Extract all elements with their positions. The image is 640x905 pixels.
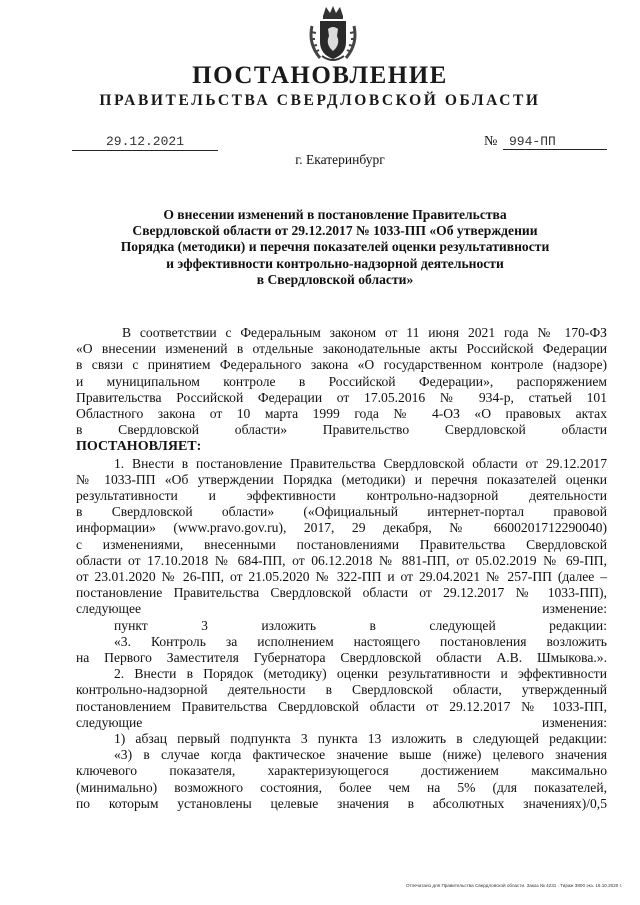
heading-line: О внесении изменений в постановление Правительства bbox=[163, 207, 507, 222]
heading-line: Порядка (методики) и перечня показателей оценки результативности bbox=[120, 239, 550, 255]
paragraph-quote-control bbox=[76, 634, 607, 666]
text-line: следующее изменение: bbox=[76, 601, 607, 617]
text-line: № 1033-ПП «Об утверждении Порядка (методики) и перечня показателей оценки bbox=[76, 471, 607, 487]
text-line: «3) в случае когда фактическое значение выше (ниже) целевого значения bbox=[114, 747, 607, 763]
text-line: В соответствии с Федеральным законом от 11 июня 2021 года № 170-ФЗ bbox=[122, 325, 607, 340]
heading-line: и эффективности контрольно-надзорной деятельности bbox=[166, 255, 504, 271]
text-line: постановлением Правительства Свердловской области от 29.12.2017 № 1033-ПП, bbox=[76, 698, 607, 714]
document-date: 29.12.2021 bbox=[72, 133, 218, 151]
paragraph-item-1 bbox=[76, 456, 607, 618]
resolves-label: ПОСТАНОВЛЯЕТ: bbox=[76, 439, 202, 455]
text-line: пункт 3 изложить в следующей редакции: bbox=[114, 617, 607, 633]
text-line: в Свердловской области» («Официальный интернет-портал правовой bbox=[76, 504, 607, 520]
number-sign: № bbox=[484, 134, 498, 149]
text-line: контрольно-надзорной деятельности в Свердловской области, утвержденный bbox=[76, 682, 607, 698]
text-line: результативности и эффективности контрольно-надзорной деятельности bbox=[76, 488, 607, 504]
text-line: с изменениями, внесенными постановлениями Правительства Свердловской bbox=[76, 536, 607, 552]
text-line: ключевого показателя, характеризующегося достижением максимально bbox=[76, 763, 607, 779]
text-line: «3. Контроль за исполнением настоящего постановления возложить bbox=[114, 633, 607, 649]
text-line: на Первого Заместителя Губернатора Свердловской области А.В. Шмыкова.». bbox=[76, 650, 607, 666]
text-line: 2. Внести в Порядок (методику) оценки результативности и эффективности bbox=[114, 666, 607, 682]
text-line: следующие изменения: bbox=[76, 714, 607, 730]
text-line: области от 17.10.2018 № 684-ПП, от 06.12.2018 № 881-ПП, от 05.02.2019 № 69-ПП, bbox=[76, 552, 607, 568]
text-line: по которым установлены целевые значения в абсолютных значениях)/0,5 bbox=[76, 795, 607, 811]
document-body bbox=[76, 325, 607, 812]
resolves-paragraph bbox=[76, 438, 607, 455]
document-number: 994-ПП bbox=[503, 133, 607, 150]
text-line: в Свердловской области» Правительство Свердловской области bbox=[76, 422, 607, 438]
heading-line: Свердловской области от 29.12.2017 № 1033-ПП «Об утверждении bbox=[132, 223, 538, 239]
paragraph-preamble bbox=[76, 325, 607, 438]
document-title: ПОСТАНОВЛЕНИЕ bbox=[192, 62, 448, 89]
paragraph-subitem-1 bbox=[76, 731, 607, 747]
text-line: Областного закона от 10 марта 1999 года № 4-ОЗ «О правовых актах bbox=[76, 406, 607, 422]
paragraph-item-2 bbox=[76, 666, 607, 731]
paragraph-point-3 bbox=[76, 618, 607, 634]
text-line: Правительства Российской Федерации от 17.05.2016 № 934-р, статьей 101 bbox=[76, 389, 607, 405]
text-line: постановление Правительства Свердловской области от 29.12.2017 № 1033-ПП), bbox=[76, 585, 607, 601]
text-line: 1) абзац первый подпункта 3 пункта 13 изложить в следующей редакции: bbox=[114, 731, 607, 747]
print-note: Отпечатано для Правительства Свердловской области. Заказ № 4231 . Тираж 3800 экз. 16.10.2020 г. bbox=[405, 883, 622, 888]
text-line: (минимально) возможного состояния, более чем на 5% (для показателей, bbox=[76, 779, 607, 795]
document-subtitle: ПРАВИТЕЛЬСТВА СВЕРДЛОВСКОЙ ОБЛАСТИ bbox=[99, 92, 541, 109]
text-line: 1. Внести в постановление Правительства Свердловской области от 29.12.2017 bbox=[114, 455, 607, 471]
text-line: от 23.01.2020 № 26-ПП, от 21.05.2020 № 322-ПП и от 29.04.2021 № 257-ПП (далее – bbox=[76, 569, 607, 585]
paragraph-quote-3 bbox=[76, 747, 607, 812]
coat-of-arms-icon bbox=[306, 4, 360, 64]
text-line: и муниципальном контроле в Российской Федерации», распоряжением bbox=[76, 373, 607, 389]
text-line: в связи с принятием Федерального закона «О государственном контроле (надзоре) bbox=[76, 357, 607, 373]
document-city: г. Екатеринбург bbox=[295, 152, 385, 167]
text-line: информации» (www.pravo.gov.ru), 2017, 29 декабря, № 6600201712290040) bbox=[76, 520, 607, 536]
document-heading bbox=[90, 207, 580, 288]
text-line: «О внесении изменений в отдельные законодательные акты Российской Федерации bbox=[76, 341, 607, 357]
heading-line: в Свердловской области» bbox=[256, 271, 414, 287]
